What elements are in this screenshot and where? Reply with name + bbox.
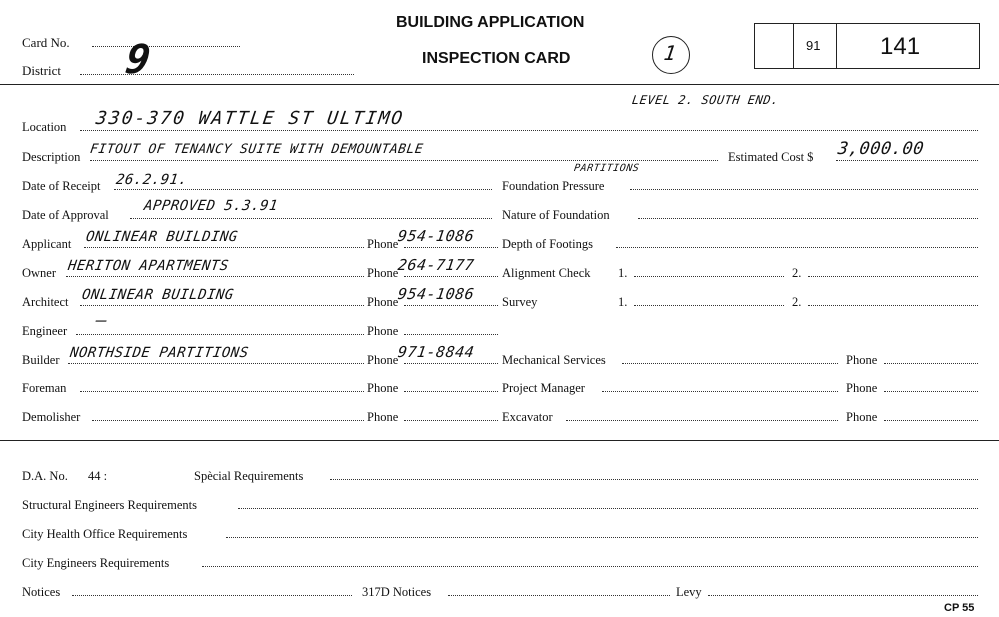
mechanical-services-label: Mechanical Services (502, 353, 606, 367)
mechanical-phone-label: Phone (846, 353, 878, 367)
owner-phone-label: Phone (367, 266, 399, 280)
city-engineers-label: City Engineers Requirements (22, 556, 170, 570)
survey-label: Survey (502, 295, 538, 309)
depth-of-footings-label: Depth of Footings (502, 237, 593, 251)
depth-of-footings-dotline (616, 245, 978, 248)
district-value: 9 (122, 37, 154, 83)
date-approval-value: APPROVED 5.3.91 (142, 198, 280, 214)
alignment-num2: 2. (792, 266, 802, 280)
builder-value: NORTHSIDE PARTITIONS (68, 345, 250, 361)
survey-num2: 2. (792, 295, 802, 309)
project-manager-dotline (602, 389, 838, 392)
excavator-dotline (566, 418, 838, 421)
foreman-phone-label: Phone (367, 381, 399, 395)
special-requirements-label: Spècial Requirements (194, 469, 304, 483)
excavator-phone-label: Phone (846, 410, 878, 424)
level-note: LEVEL 2. SOUTH END. (631, 93, 780, 107)
applicant-dotline (84, 245, 364, 248)
structural-requirements-dotline (238, 506, 978, 509)
district-dotline (80, 72, 354, 75)
applicant-phone-label: Phone (367, 237, 399, 251)
estimated-cost-value: 3,000.00 (836, 139, 926, 159)
alignment-check-label: Alignment Check (502, 266, 591, 280)
card-no-label: Card No. (22, 35, 70, 50)
project-manager-phone-label: Phone (846, 381, 878, 395)
foreman-dotline (80, 389, 364, 392)
date-receipt-value: 26.2.91. (114, 172, 189, 188)
foundation-pressure-label: Foundation Pressure (502, 179, 605, 193)
survey-dotline-1 (634, 303, 784, 306)
architect-label: Architect (22, 295, 69, 309)
form-title-line2: INSPECTION CARD (422, 50, 571, 67)
form-code: CP 55 (944, 602, 975, 614)
notices-317d-dotline (448, 593, 670, 596)
nature-of-foundation-label: Nature of Foundation (502, 208, 610, 222)
architect-phone-dotline (404, 303, 498, 306)
owner-value: HERITON APARTMENTS (66, 258, 230, 274)
description-value: FITOUT OF TENANCY SUITE WITH DEMOUNTABLE (89, 142, 425, 157)
health-requirements-label: City Health Office Requirements (22, 527, 188, 541)
card-no-dotline (92, 44, 240, 47)
project-manager-label: Project Manager (502, 381, 585, 395)
owner-label: Owner (22, 266, 57, 280)
notices-dotline (72, 593, 352, 596)
levy-dotline (708, 593, 978, 596)
excavator-phone-dotline (884, 418, 978, 421)
date-approval-dotline (130, 216, 492, 219)
demolisher-phone-dotline (404, 418, 498, 421)
mechanical-services-dotline (622, 361, 838, 364)
applicant-label: Applicant (22, 237, 72, 251)
engineer-label: Engineer (22, 324, 68, 338)
excavator-label: Excavator (502, 410, 553, 424)
form-title-line1: BUILDING APPLICATION (396, 14, 585, 31)
alignment-dotline-1 (634, 274, 784, 277)
box-divider-2 (836, 23, 837, 69)
applicant-phone: 954-1086 (396, 227, 476, 245)
architect-value: ONLINEAR BUILDING (80, 287, 235, 303)
foreman-phone-dotline (404, 389, 498, 392)
notices-label: Notices (22, 585, 61, 599)
engineer-phone-dotline (404, 332, 498, 335)
engineer-value: — (94, 310, 109, 331)
levy-label: Levy (676, 585, 702, 599)
owner-phone-dotline (404, 274, 498, 277)
builder-dotline (68, 361, 364, 364)
notices-317d-label: 317D Notices (362, 585, 432, 599)
architect-phone-label: Phone (367, 295, 399, 309)
architect-dotline (80, 303, 364, 306)
circled-mark-digit: 1 (662, 41, 679, 65)
applicant-phone-dotline (404, 245, 498, 248)
builder-phone: 971-8844 (396, 343, 476, 361)
owner-phone: 264-7177 (396, 256, 476, 274)
structural-requirements-label: Structural Engineers Requirements (22, 498, 197, 512)
city-engineers-dotline (202, 564, 978, 567)
applicant-value: ONLINEAR BUILDING (84, 229, 239, 245)
builder-phone-label: Phone (367, 353, 399, 367)
nature-of-foundation-dotline (638, 216, 978, 219)
special-requirements-dotline (330, 477, 978, 480)
foreman-label: Foreman (22, 381, 67, 395)
foundation-pressure-dotline (630, 187, 978, 190)
estimated-cost-label: Estimated Cost $ (728, 150, 814, 164)
alignment-dotline-2 (808, 274, 978, 277)
survey-dotline-2 (808, 303, 978, 306)
architect-phone: 954-1086 (396, 285, 476, 303)
builder-phone-dotline (404, 361, 498, 364)
box-number: 141 (880, 33, 921, 60)
alignment-num1: 1. (618, 266, 628, 280)
da-no-label: D.A. No. (22, 469, 68, 483)
owner-dotline (66, 274, 364, 277)
location-label: Location (22, 120, 67, 134)
top-rule (0, 84, 999, 85)
demolisher-dotline (92, 418, 364, 421)
box-code: 91 (806, 38, 821, 53)
demolisher-phone-label: Phone (367, 410, 399, 424)
date-receipt-label: Date of Receipt (22, 179, 101, 193)
box-divider-1 (793, 23, 794, 69)
health-requirements-dotline (226, 535, 978, 538)
description-dotline (90, 158, 718, 161)
engineer-phone-label: Phone (367, 324, 399, 338)
project-manager-phone-dotline (884, 389, 978, 392)
demolisher-label: Demolisher (22, 410, 81, 424)
da-no-value: 44 : (88, 469, 108, 483)
builder-label: Builder (22, 353, 60, 367)
card-number-box (754, 23, 980, 69)
survey-num1: 1. (618, 295, 628, 309)
location-value: 330-370 WATTLE ST ULTIMO (94, 108, 406, 129)
description-label: Description (22, 150, 81, 164)
district-label: District (22, 63, 61, 78)
middle-rule (0, 440, 999, 441)
mechanical-phone-dotline (884, 361, 978, 364)
date-approval-label: Date of Approval (22, 208, 109, 222)
description-value-line2: PARTITIONS (573, 163, 640, 174)
engineer-dotline (76, 332, 364, 335)
